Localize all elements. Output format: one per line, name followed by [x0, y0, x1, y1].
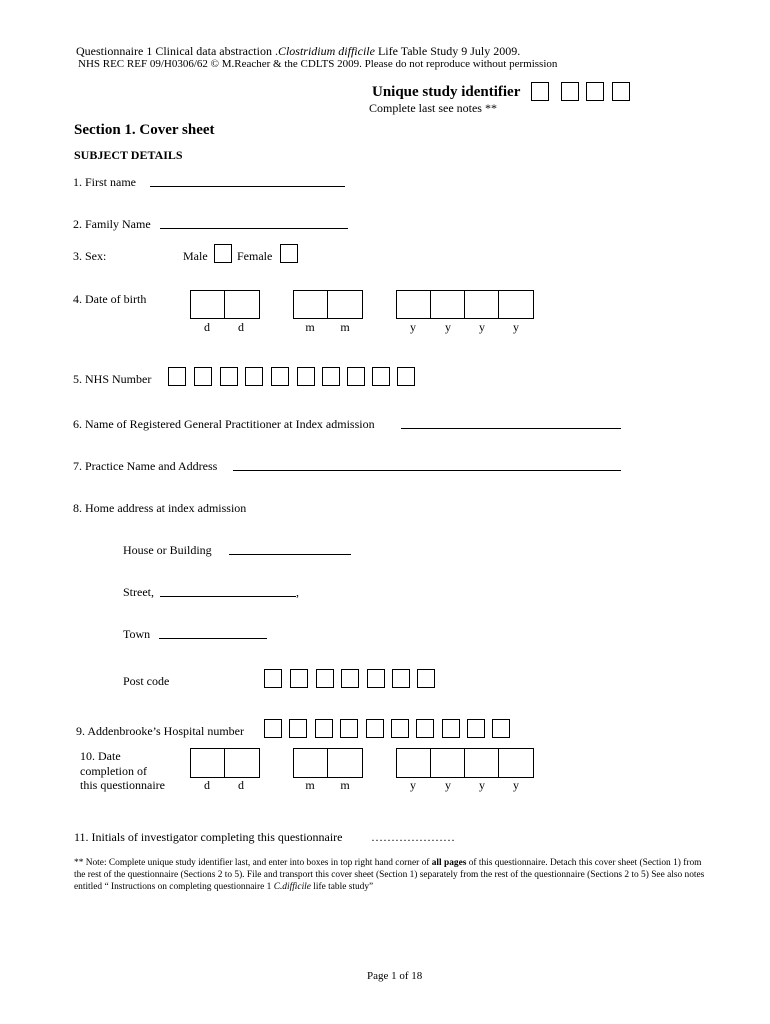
nhs-box-7[interactable]	[322, 367, 340, 386]
street-label: Street,	[123, 585, 154, 599]
nhs-box-8[interactable]	[347, 367, 365, 386]
postcode-box-6[interactable]	[392, 669, 410, 688]
hospital-box-2[interactable]	[289, 719, 307, 738]
completion-caption-m1: m	[305, 778, 315, 792]
dob-caption-y4: y	[513, 320, 519, 334]
postcode-box-4[interactable]	[341, 669, 359, 688]
section-title: Section 1. Cover sheet	[74, 122, 215, 138]
dob-year-2[interactable]	[430, 290, 466, 319]
hospital-box-9[interactable]	[467, 719, 485, 738]
completion-day-1[interactable]	[190, 748, 226, 778]
hospital-box-8[interactable]	[442, 719, 460, 738]
house-label: House or Building	[123, 543, 212, 557]
practice-label: 7. Practice Name and Address	[73, 459, 218, 473]
hospital-box-6[interactable]	[391, 719, 409, 738]
completion-caption-y3: y	[479, 778, 485, 792]
nhs-box-3[interactable]	[220, 367, 238, 386]
dob-year-1[interactable]	[396, 290, 432, 319]
identifier-box-4[interactable]	[612, 82, 630, 101]
dob-year-3[interactable]	[464, 290, 500, 319]
note-part-3: life table study”	[310, 882, 374, 892]
note-italic: C.difficile	[273, 882, 311, 892]
nhs-box-6[interactable]	[297, 367, 315, 386]
hospital-box-4[interactable]	[340, 719, 358, 738]
dob-label: 4. Date of birth	[73, 292, 147, 306]
postcode-box-2[interactable]	[290, 669, 308, 688]
male-label: Male	[183, 249, 208, 263]
gp-field[interactable]	[401, 428, 621, 429]
identifier-box-1[interactable]	[531, 82, 549, 101]
family-name-field[interactable]	[160, 228, 348, 229]
note-bold: all pages	[431, 858, 467, 868]
header-ref: NHS REC REF 09/H0306/62 © M.Reacher & the CDLTS 2009. Please do not reproduce without permission	[78, 58, 558, 70]
town-label: Town	[123, 627, 151, 641]
hospital-box-7[interactable]	[416, 719, 434, 738]
nhs-box-2[interactable]	[194, 367, 212, 386]
completion-year-2[interactable]	[430, 748, 466, 778]
completion-caption-d2: d	[238, 778, 244, 792]
note-part-1: ** Note: Complete unique study identifier last, and enter into boxes in top right hand corner of	[74, 858, 432, 868]
completion-day-2[interactable]	[224, 748, 260, 778]
identifier-label: Unique study identifier	[372, 84, 521, 100]
dob-year-4[interactable]	[498, 290, 534, 319]
completion-caption-d1: d	[204, 778, 210, 792]
completion-caption-m2: m	[340, 778, 350, 792]
completion-year-4[interactable]	[498, 748, 534, 778]
nhs-box-4[interactable]	[245, 367, 263, 386]
home-address-label: 8. Home address at index admission	[73, 501, 247, 515]
header-title-italic: Clostridium difficile	[277, 44, 375, 58]
nhs-label: 5. NHS Number	[73, 372, 152, 386]
postcode-box-7[interactable]	[417, 669, 435, 688]
dob-caption-m1: m	[305, 320, 315, 334]
header-title-prefix: Questionnaire 1 Clinical data abstraction .	[76, 44, 278, 58]
street-field[interactable]	[160, 596, 296, 597]
dob-day-1[interactable]	[190, 290, 226, 319]
postcode-box-1[interactable]	[264, 669, 282, 688]
town-field[interactable]	[159, 638, 267, 639]
postcode-label: Post code	[123, 674, 170, 688]
identifier-box-3[interactable]	[586, 82, 604, 101]
sex-label: 3. Sex:	[73, 249, 107, 263]
dob-caption-m2: m	[340, 320, 350, 334]
dob-caption-y3: y	[479, 320, 485, 334]
practice-field[interactable]	[233, 470, 621, 471]
completion-month-2[interactable]	[327, 748, 363, 778]
hospital-box-5[interactable]	[366, 719, 384, 738]
completion-caption-y4: y	[513, 778, 519, 792]
dob-month-2[interactable]	[327, 290, 363, 319]
header-title-suffix: Life Table Study 9 July 2009.	[374, 44, 521, 58]
completion-caption-y2: y	[445, 778, 451, 792]
house-field[interactable]	[229, 554, 351, 555]
completion-date-label-2: completion of	[80, 764, 147, 778]
dob-month-1[interactable]	[293, 290, 329, 319]
initials-label: 11. Initials of investigator completing this questionnaire	[74, 830, 343, 844]
hospital-box-1[interactable]	[264, 719, 282, 738]
nhs-box-5[interactable]	[271, 367, 289, 386]
completion-date-label-1: 10. Date	[80, 749, 121, 763]
nhs-box-1[interactable]	[168, 367, 186, 386]
notes-paragraph	[74, 857, 714, 893]
identifier-box-2[interactable]	[561, 82, 579, 101]
completion-caption-y1: y	[410, 778, 416, 792]
dob-caption-y2: y	[445, 320, 451, 334]
family-name-label: 2. Family Name	[73, 217, 151, 231]
postcode-box-3[interactable]	[316, 669, 334, 688]
postcode-box-5[interactable]	[367, 669, 385, 688]
street-comma: ,	[296, 585, 299, 599]
female-label: Female	[237, 249, 273, 263]
gp-label: 6. Name of Registered General Practitioner at Index admission	[73, 417, 375, 431]
dob-day-2[interactable]	[224, 290, 260, 319]
dob-caption-y1: y	[410, 320, 416, 334]
completion-date-label-3: this questionnaire	[80, 778, 165, 792]
female-checkbox[interactable]	[280, 244, 298, 263]
page-number: Page 1 of 18	[367, 970, 423, 982]
nhs-box-9[interactable]	[372, 367, 390, 386]
section-subtitle: SUBJECT DETAILS	[74, 148, 183, 162]
first-name-label: 1. First name	[73, 175, 136, 189]
first-name-field[interactable]	[150, 186, 345, 187]
completion-month-1[interactable]	[293, 748, 329, 778]
note-part-2: of this questionnaire. Detach this cover sheet (Section 1) from the rest of the questionnaire (Sections 2 to 5). File and transport this cover sheet (Section 1) separately from the rest of the questionnaire (Sections 2 to 5) See also notes entitled “ Instructions on completing questionnaire 1	[74, 858, 705, 892]
nhs-box-10[interactable]	[397, 367, 415, 386]
male-checkbox[interactable]	[214, 244, 232, 263]
dob-caption-d2: d	[238, 320, 244, 334]
completion-year-3[interactable]	[464, 748, 500, 778]
hospital-box-3[interactable]	[315, 719, 333, 738]
header-title	[76, 44, 520, 59]
initials-field[interactable]: …………………	[371, 830, 455, 844]
addenbrookes-label: 9. Addenbrooke’s Hospital number	[76, 724, 244, 738]
identifier-note: Complete last see notes **	[369, 101, 497, 115]
hospital-box-10[interactable]	[492, 719, 510, 738]
completion-year-1[interactable]	[396, 748, 432, 778]
dob-caption-d1: d	[204, 320, 210, 334]
